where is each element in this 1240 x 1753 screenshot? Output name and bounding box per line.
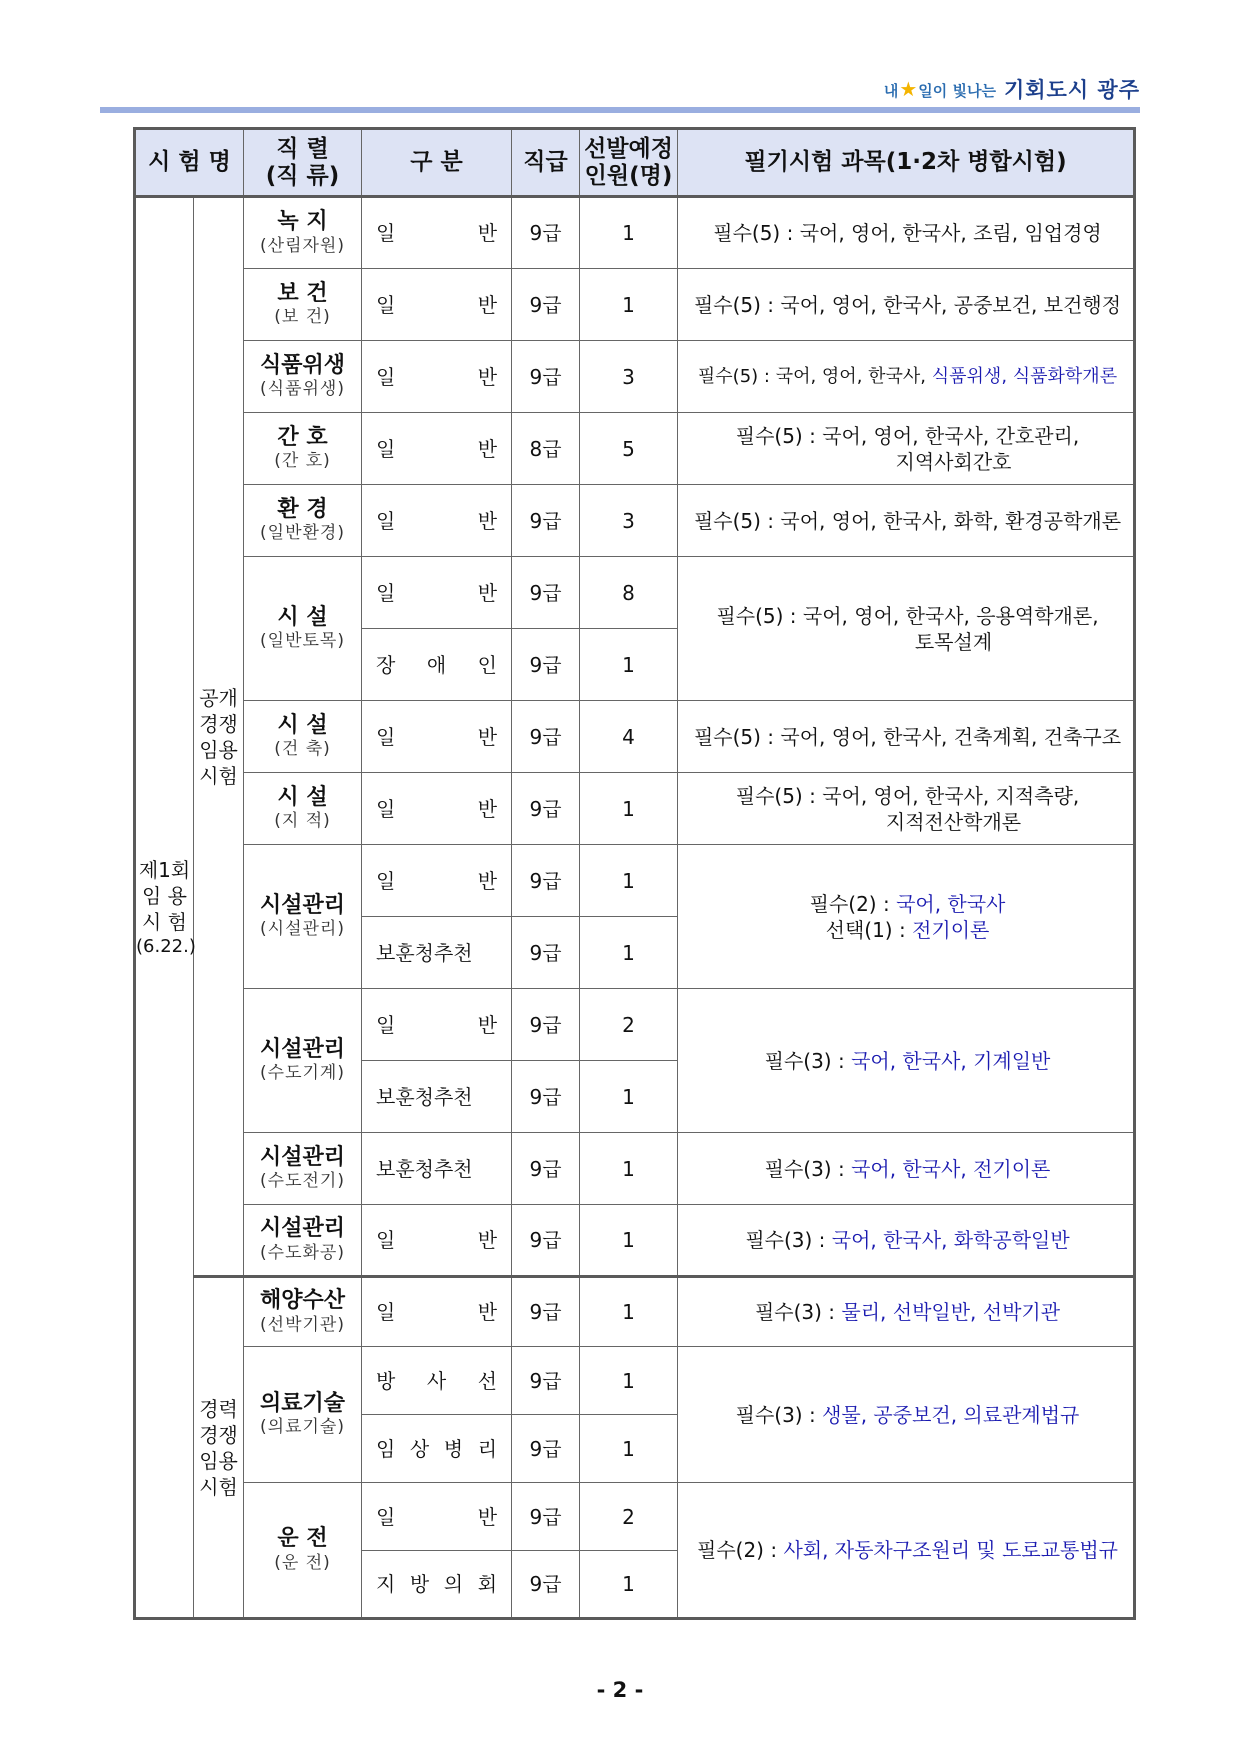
job-name: 식품위생 [260,352,346,378]
exam-name-line: 임 용 [142,883,187,908]
category-line: 임용 [199,737,238,762]
exam-name-line: 시 험 [142,909,187,934]
required-label: 필수(3) : [745,1228,826,1252]
required-label: 필수(5) : [693,292,775,317]
grade-cell: 9급 [512,1415,580,1483]
grade-cell: 9급 [512,1061,580,1133]
category-career-cell [194,1277,244,1619]
division-cell: 일 반 [362,341,512,413]
job-name: 시설관리 [260,1216,346,1242]
subject-text-highlight: 국어, 한국사, 화학공학일반 [831,1228,1070,1252]
count-cell: 4 [580,701,678,773]
division-cell: 일 반 [362,845,512,917]
job-sub: (지 적) [274,811,331,832]
header-division: 구 분 [362,129,512,197]
table-row [135,1347,1135,1415]
job-name: 시 설 [277,712,328,738]
header-logo [884,74,1140,104]
subject-cell [678,989,1135,1133]
subject-cell [678,1133,1135,1205]
grade-cell: 9급 [512,1483,580,1551]
subject-text: 지적전산학개론 [885,809,1022,834]
table-row [135,1133,1135,1205]
header-grade: 직급 [512,129,580,197]
required-label: 필수(5) : [693,508,775,533]
job-cell [244,269,362,341]
required-label: 필수(5) : [716,603,797,628]
grade-cell: 9급 [512,1133,580,1205]
grade-cell: 9급 [512,1205,580,1277]
count-cell: 1 [580,1415,678,1483]
exam-date: (6.22.) [136,935,196,957]
division-cell: 일 반 [362,1277,512,1347]
subject-text: 국어, 영어, 한국사, 건축계획, 건축구조 [780,724,1122,749]
count-cell: 1 [580,1277,678,1347]
star-icon: ★ [899,77,918,101]
slogan-part2: 일이 빛나는 [918,82,996,100]
subject-text: 국어, 영어, 한국사, 간호관리, [822,423,1080,448]
job-name: 시설관리 [260,1036,346,1062]
count-cell: 8 [580,557,678,629]
required-label: 필수(3) : [764,1048,845,1073]
required-label: 필수(2) : [697,1538,778,1562]
division-cell: 임 상 병 리 [362,1415,512,1483]
slogan [884,77,996,101]
elective-label: 선택(1) : [825,917,906,942]
table-row [135,413,1135,485]
job-name: 간 호 [277,424,328,450]
division-cell: 일 반 [362,1483,512,1551]
job-sub: (일반환경) [260,523,345,544]
subject-text-highlight: 물리, 선박일반, 선박기관 [841,1300,1061,1324]
count-cell: 1 [580,917,678,989]
division-cell: 일 반 [362,269,512,341]
required-label: 필수(3) : [754,1300,836,1324]
subject-cell [678,1205,1135,1277]
subject-text-highlight: 생물, 공중보건, 의료관계법규 [822,1402,1080,1427]
job-sub: (의료기술) [260,1417,345,1438]
grade-cell: 9급 [512,629,580,701]
subject-cell [678,485,1135,557]
subject-text: 토목설계 [914,629,993,654]
job-sub: (보 건) [274,307,331,328]
job-sub: (산림자원) [260,235,345,256]
exam-name-cell [135,197,194,1619]
table-row [135,773,1135,845]
subject-text: 국어, 영어, 한국사, 지적측량, [822,783,1080,808]
division-cell: 일 반 [362,701,512,773]
grade-cell: 9급 [512,485,580,557]
category-line: 경력 [199,1396,238,1421]
grade-cell: 9급 [512,557,580,629]
category-line: 임용 [199,1448,238,1473]
job-cell [244,1205,362,1277]
job-cell [244,701,362,773]
job-sub: (식품위생) [260,379,345,400]
division-cell: 방 사 선 [362,1347,512,1415]
job-name: 시설관리 [260,1144,346,1170]
subject-cell [678,845,1135,989]
subject-text-highlight: 사회, 자동차구조원리 및 도로교통법규 [783,1538,1118,1562]
count-cell: 3 [580,341,678,413]
count-cell: 1 [580,845,678,917]
division-cell: 일 반 [362,557,512,629]
job-cell [244,1347,362,1483]
job-cell [244,341,362,413]
subject-cell [678,341,1135,413]
count-cell: 2 [580,989,678,1061]
job-cell [244,989,362,1133]
header-planned [580,129,678,197]
division-cell: 보훈청추천 [362,1133,512,1205]
required-label: 필수(5) : [693,724,775,749]
job-name: 시 설 [277,604,328,630]
division-cell: 일 반 [362,485,512,557]
job-cell [244,557,362,701]
count-cell: 1 [580,1061,678,1133]
subject-cell [678,1483,1135,1619]
table-row [135,485,1135,557]
job-name: 환 경 [277,496,328,522]
subject-text: 국어, 영어, 한국사, 화학, 환경공학개론 [780,508,1122,533]
job-sub: (일반토목) [260,631,345,652]
table-row [135,1205,1135,1277]
job-cell [244,197,362,269]
header-rule [100,107,1140,113]
grade-cell: 9급 [512,1347,580,1415]
grade-cell: 9급 [512,197,580,269]
table-row [135,989,1135,1061]
grade-cell: 9급 [512,1551,580,1619]
header-planned-2: 인원(명) [584,162,673,189]
table-header-row [135,129,1135,197]
required-label: 필수(2) : [809,891,890,916]
page-number: - 2 - [596,1678,644,1702]
count-cell: 1 [580,1205,678,1277]
required-label: 필수(5) : [735,783,816,808]
required-label: 필수(5) : [697,365,770,387]
grade-cell: 9급 [512,917,580,989]
subject-text: 지역사회간호 [895,449,1012,474]
division-cell: 지 방 의 회 [362,1551,512,1619]
subject-text-highlight: 국어, 한국사, 기계일반 [851,1048,1051,1073]
job-cell [244,485,362,557]
division-cell: 장 애 인 [362,629,512,701]
division-cell: 보훈청추천 [362,1061,512,1133]
count-cell: 1 [580,269,678,341]
city-name: 기회도시 광주 [1003,78,1140,102]
header-job-series-1: 직 렬 [276,136,329,163]
category-open-cell [194,197,244,1277]
grade-cell: 9급 [512,341,580,413]
required-label: 필수(5) : [713,221,794,245]
category-line: 시험 [199,763,238,788]
required-label: 필수(3) : [735,1402,816,1427]
job-sub: (수도화공) [260,1242,345,1263]
job-cell [244,845,362,989]
category-line: 경쟁 [199,1422,238,1447]
header-exam-name: 시 험 명 [135,129,244,197]
subject-text: 국어, 영어, 한국사, 조림, 임업경영 [799,221,1102,245]
count-cell: 1 [580,1551,678,1619]
category-line: 공개 [199,685,238,710]
subject-text: 국어, 영어, 한국사, [775,365,927,387]
grade-cell: 9급 [512,701,580,773]
subject-cell [678,557,1135,701]
division-cell: 일 반 [362,197,512,269]
division-cell: 일 반 [362,413,512,485]
subject-cell [678,269,1135,341]
slogan-part1: 내 [883,82,899,100]
subject-cell [678,1347,1135,1483]
exam-table [133,127,1136,1620]
subject-cell [678,413,1135,485]
division-cell: 보훈청추천 [362,917,512,989]
division-cell: 일 반 [362,989,512,1061]
job-sub: (수도기계) [260,1063,345,1084]
grade-cell: 9급 [512,845,580,917]
header-job-series-2: (직 류) [265,162,340,189]
job-sub: (간 호) [274,451,331,472]
job-name: 운 전 [277,1526,328,1552]
table-row [135,341,1135,413]
subject-cell [678,773,1135,845]
subject-text-highlight: 식품위생, 식품화학개론 [931,365,1118,387]
count-cell: 1 [580,773,678,845]
job-cell [244,1483,362,1619]
job-cell [244,413,362,485]
job-sub: (선박기관) [260,1314,345,1335]
header-job-series [244,129,362,197]
header-subjects: 필기시험 과목(1·2차 병합시험) [678,129,1135,197]
division-cell: 일 반 [362,773,512,845]
header-planned-1: 선발예정 [584,136,673,163]
exam-name-line: 제1회 [138,857,191,882]
job-name: 시 설 [277,784,328,810]
grade-cell: 9급 [512,989,580,1061]
job-cell [244,1133,362,1205]
count-cell: 5 [580,413,678,485]
count-cell: 1 [580,1347,678,1415]
job-cell [244,773,362,845]
job-sub: (운 전) [274,1552,331,1573]
job-name: 보 건 [277,280,328,306]
job-name: 시설관리 [260,892,346,918]
job-sub: (건 축) [274,739,331,760]
table-row [135,1483,1135,1551]
subject-text-highlight: 국어, 한국사, 전기이론 [851,1156,1051,1181]
subject-cell [678,1277,1135,1347]
division-cell: 일 반 [362,1205,512,1277]
table-row [135,1277,1135,1347]
count-cell: 1 [580,629,678,701]
job-name: 녹 지 [277,209,328,235]
count-cell: 2 [580,1483,678,1551]
table-row [135,269,1135,341]
grade-cell: 8급 [512,413,580,485]
subject-text-highlight: 국어, 한국사 [896,891,1006,916]
job-name: 의료기술 [260,1390,346,1416]
grade-cell: 9급 [512,773,580,845]
subject-cell [678,701,1135,773]
subject-cell [678,197,1135,269]
required-label: 필수(3) : [764,1156,845,1181]
grade-cell: 9급 [512,269,580,341]
category-line: 경쟁 [199,711,238,736]
job-sub: (수도전기) [260,1171,345,1192]
required-label: 필수(5) : [735,423,816,448]
count-cell: 3 [580,485,678,557]
table-row [135,197,1135,269]
subject-text: 국어, 영어, 한국사, 응용역학개론, [802,603,1099,628]
table-row [135,557,1135,629]
category-line: 시험 [199,1474,238,1499]
count-cell: 1 [580,1133,678,1205]
job-sub: (시설관리) [260,919,345,940]
job-name: 해양수산 [260,1288,346,1314]
grade-cell: 9급 [512,1277,580,1347]
table-row [135,701,1135,773]
table-row [135,845,1135,917]
subject-text: 국어, 영어, 한국사, 공중보건, 보건행정 [780,292,1122,317]
subject-text-highlight: 전기이론 [912,917,990,942]
count-cell: 1 [580,197,678,269]
job-cell [244,1277,362,1347]
